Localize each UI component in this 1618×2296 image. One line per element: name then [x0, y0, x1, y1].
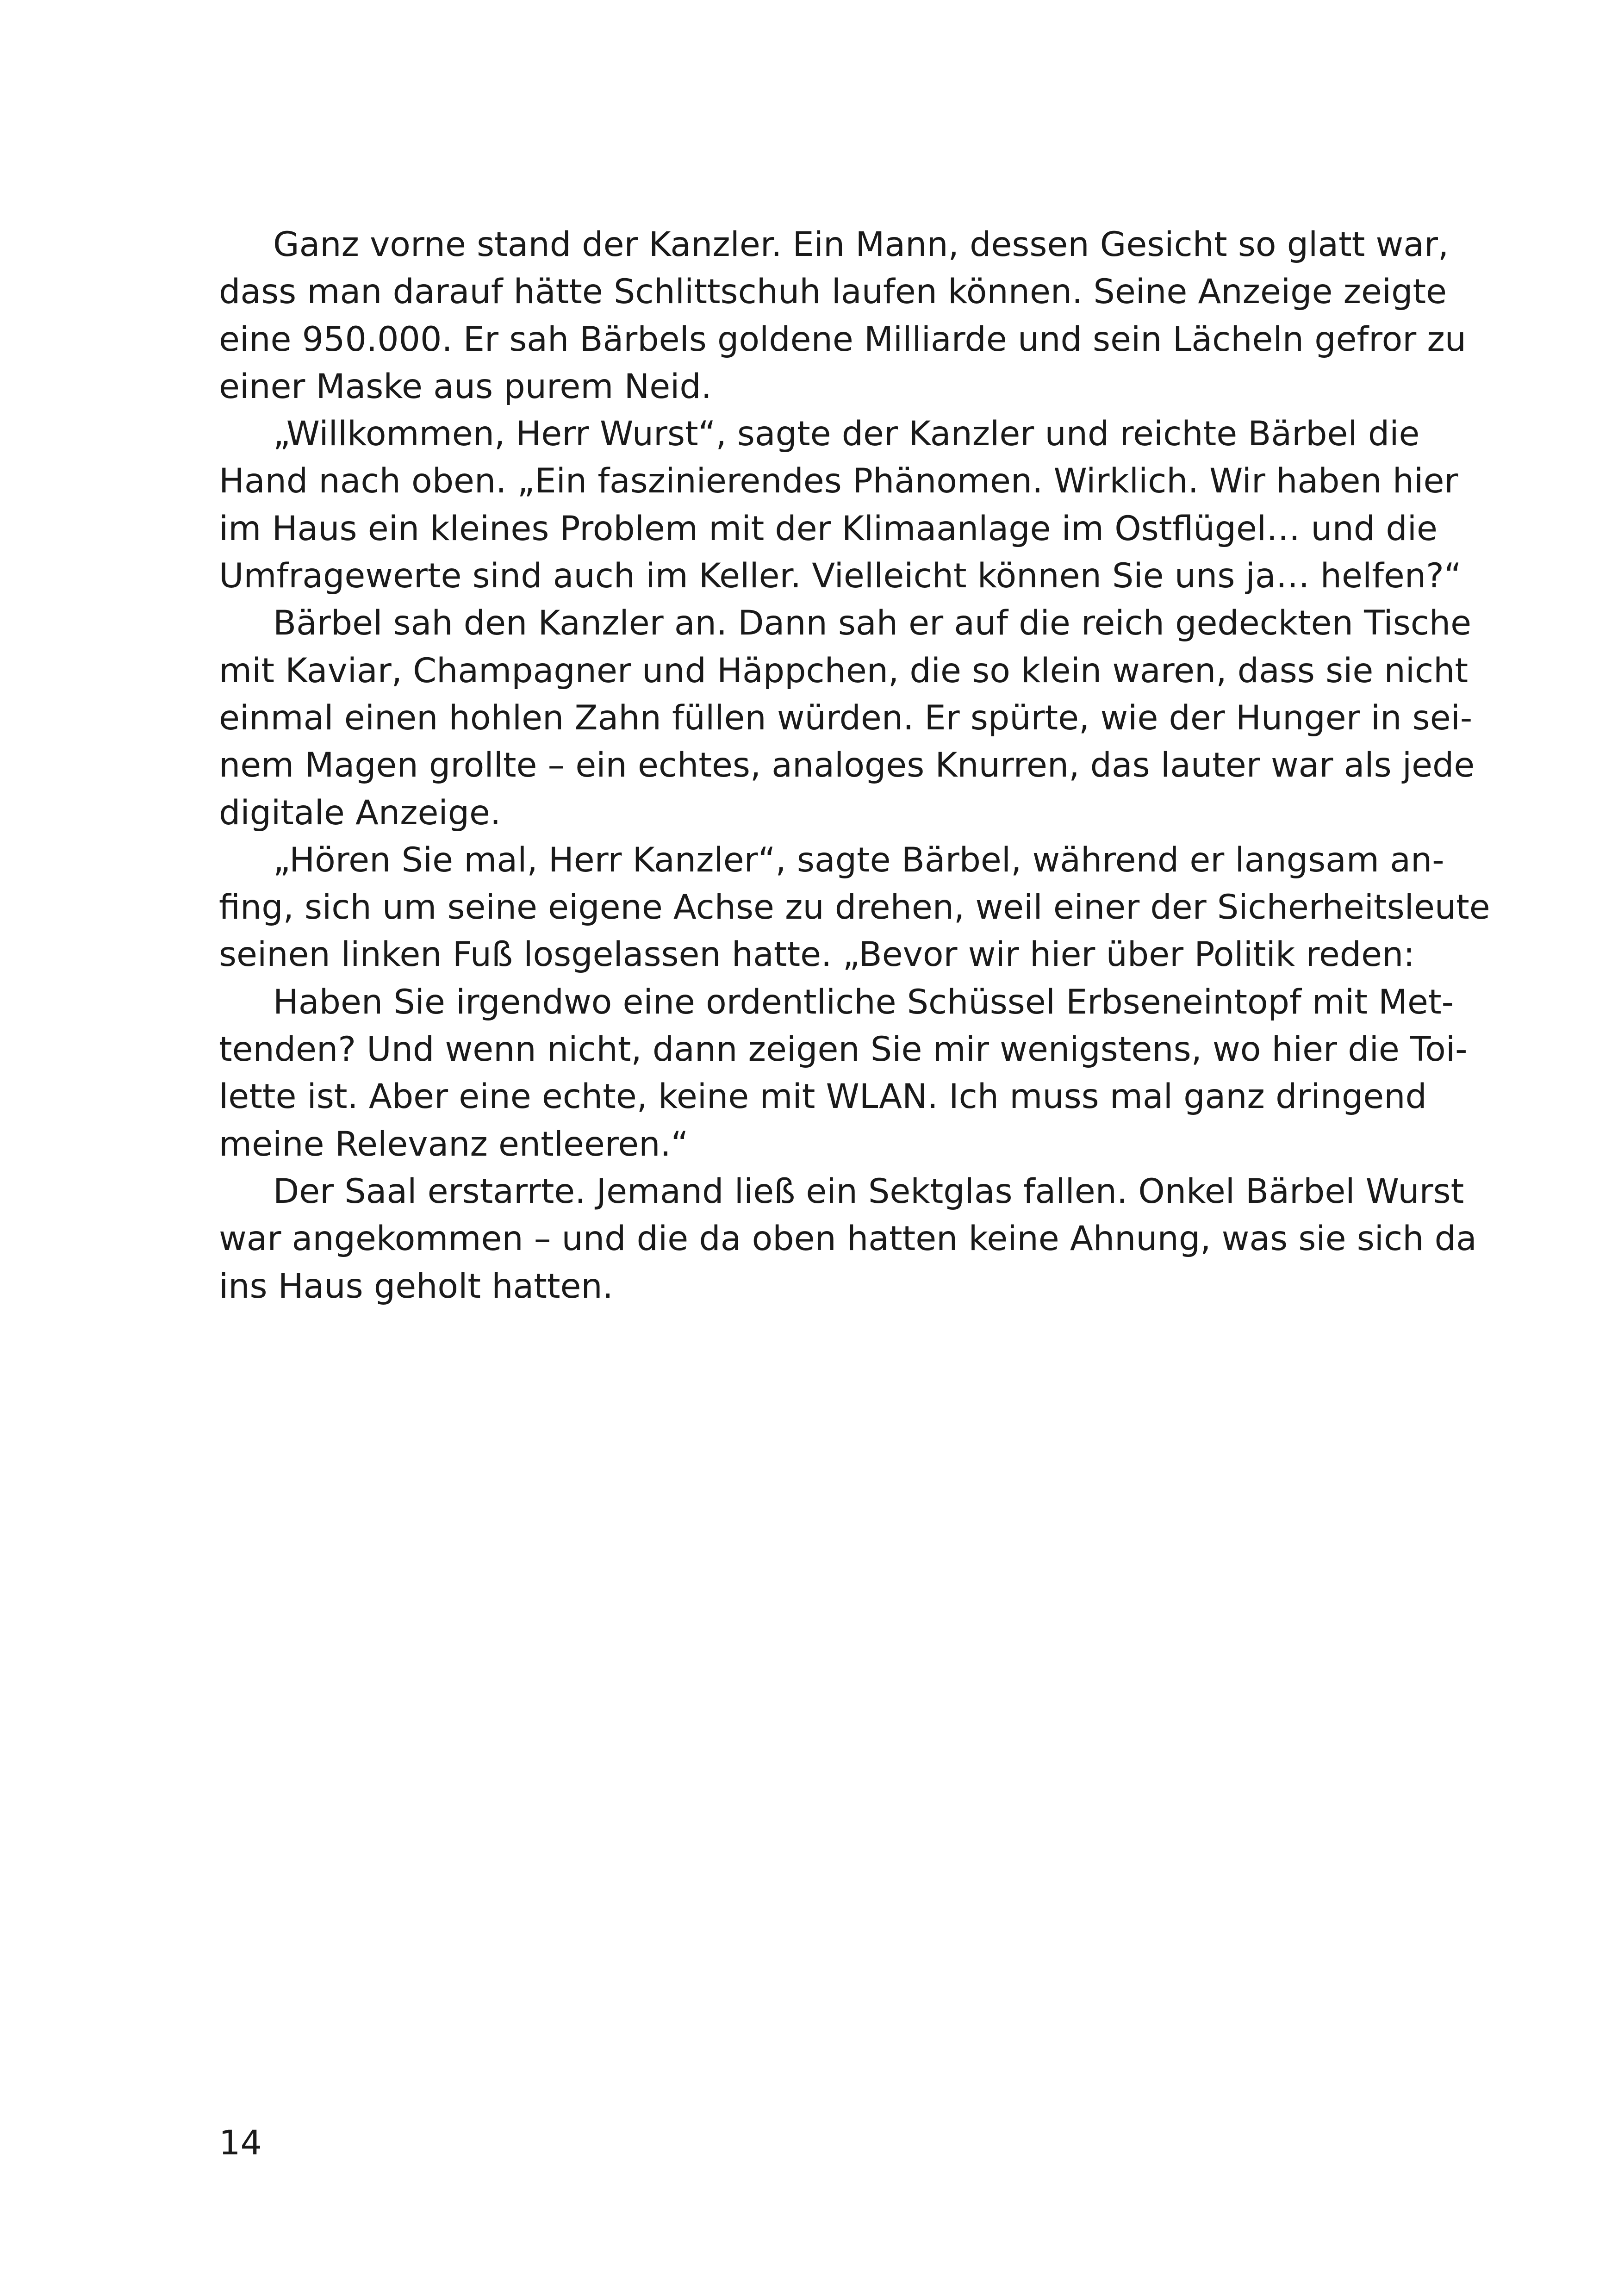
- text-line: Ganz vorne stand der Kanzler. Ein Mann, dessen Gesicht so glatt war,: [273, 225, 1449, 264]
- text-line: nem Magen grollte – ein echtes, analoges Knurren, das lauter war als jede: [219, 746, 1475, 785]
- text-line: Umfragewerte sind auch im Keller. Vielleicht können Sie uns ja… helfen?“: [219, 556, 1462, 596]
- text-line: eine 950.000. Er sah Bärbels goldene Milliarde und sein Lächeln gefror zu: [219, 319, 1467, 359]
- text-line: seinen linken Fuß losgelassen hatte. „Bevor wir hier über Politik reden:: [219, 935, 1415, 975]
- paragraph: [219, 411, 1462, 600]
- text-line: Hand nach oben. „Ein faszinierendes Phänomen. Wirklich. Wir haben hier: [219, 461, 1458, 501]
- text-line: „Willkommen, Herr Wurst“, sagte der Kanzler und reichte Bärbel die: [273, 414, 1420, 454]
- text-line: „Hören Sie mal, Herr Kanzler“, sagte Bärbel, während er langsam an-: [273, 840, 1444, 880]
- paragraph: [219, 600, 1475, 836]
- text-line: digitale Anzeige.: [219, 793, 501, 833]
- paragraph: [219, 979, 1468, 1168]
- body-text: [219, 221, 1490, 1310]
- text-line: war angekommen – und die da oben hatten keine Ahnung, was sie sich da: [219, 1219, 1477, 1259]
- text-line: dass man darauf hätte Schlittschuh laufen können. Seine Anzeige zeigte: [219, 272, 1447, 312]
- text-line: einer Maske aus purem Neid.: [219, 367, 712, 406]
- text-line: einmal einen hohlen Zahn füllen würden. Er spürte, wie der Hunger in sei-: [219, 698, 1473, 738]
- text-line: Bärbel sah den Kanzler an. Dann sah er auf die reich gedeckten Tische: [273, 604, 1472, 643]
- text-line: lette ist. Aber eine echte, keine mit WLAN. Ich muss mal ganz dringend: [219, 1077, 1427, 1117]
- paragraph: [219, 221, 1467, 411]
- text-line: mit Kaviar, Champagner und Häppchen, die so klein waren, dass sie nicht: [219, 651, 1469, 691]
- paragraph: [219, 1168, 1477, 1310]
- text-line: meine Relevanz entleeren.“: [219, 1124, 689, 1164]
- text-line: fing, sich um seine eigene Achse zu drehen, weil einer der Sicherheitsleute: [219, 888, 1490, 927]
- text-line: Der Saal erstarrte. Jemand ließ ein Sektglas fallen. Onkel Bärbel Wurst: [273, 1171, 1464, 1211]
- text-line: Haben Sie irgendwo eine ordentliche Schüssel Erbseneintopf mit Met-: [273, 982, 1454, 1022]
- text-line: ins Haus geholt hatten.: [219, 1266, 613, 1306]
- text-line: im Haus ein kleines Problem mit der Klimaanlage im Ostflügel… und die: [219, 509, 1438, 548]
- page-number: 14: [219, 2123, 262, 2163]
- paragraph: [219, 837, 1490, 979]
- text-line: tenden? Und wenn nicht, dann zeigen Sie mir wenigstens, wo hier die Toi-: [219, 1030, 1468, 1070]
